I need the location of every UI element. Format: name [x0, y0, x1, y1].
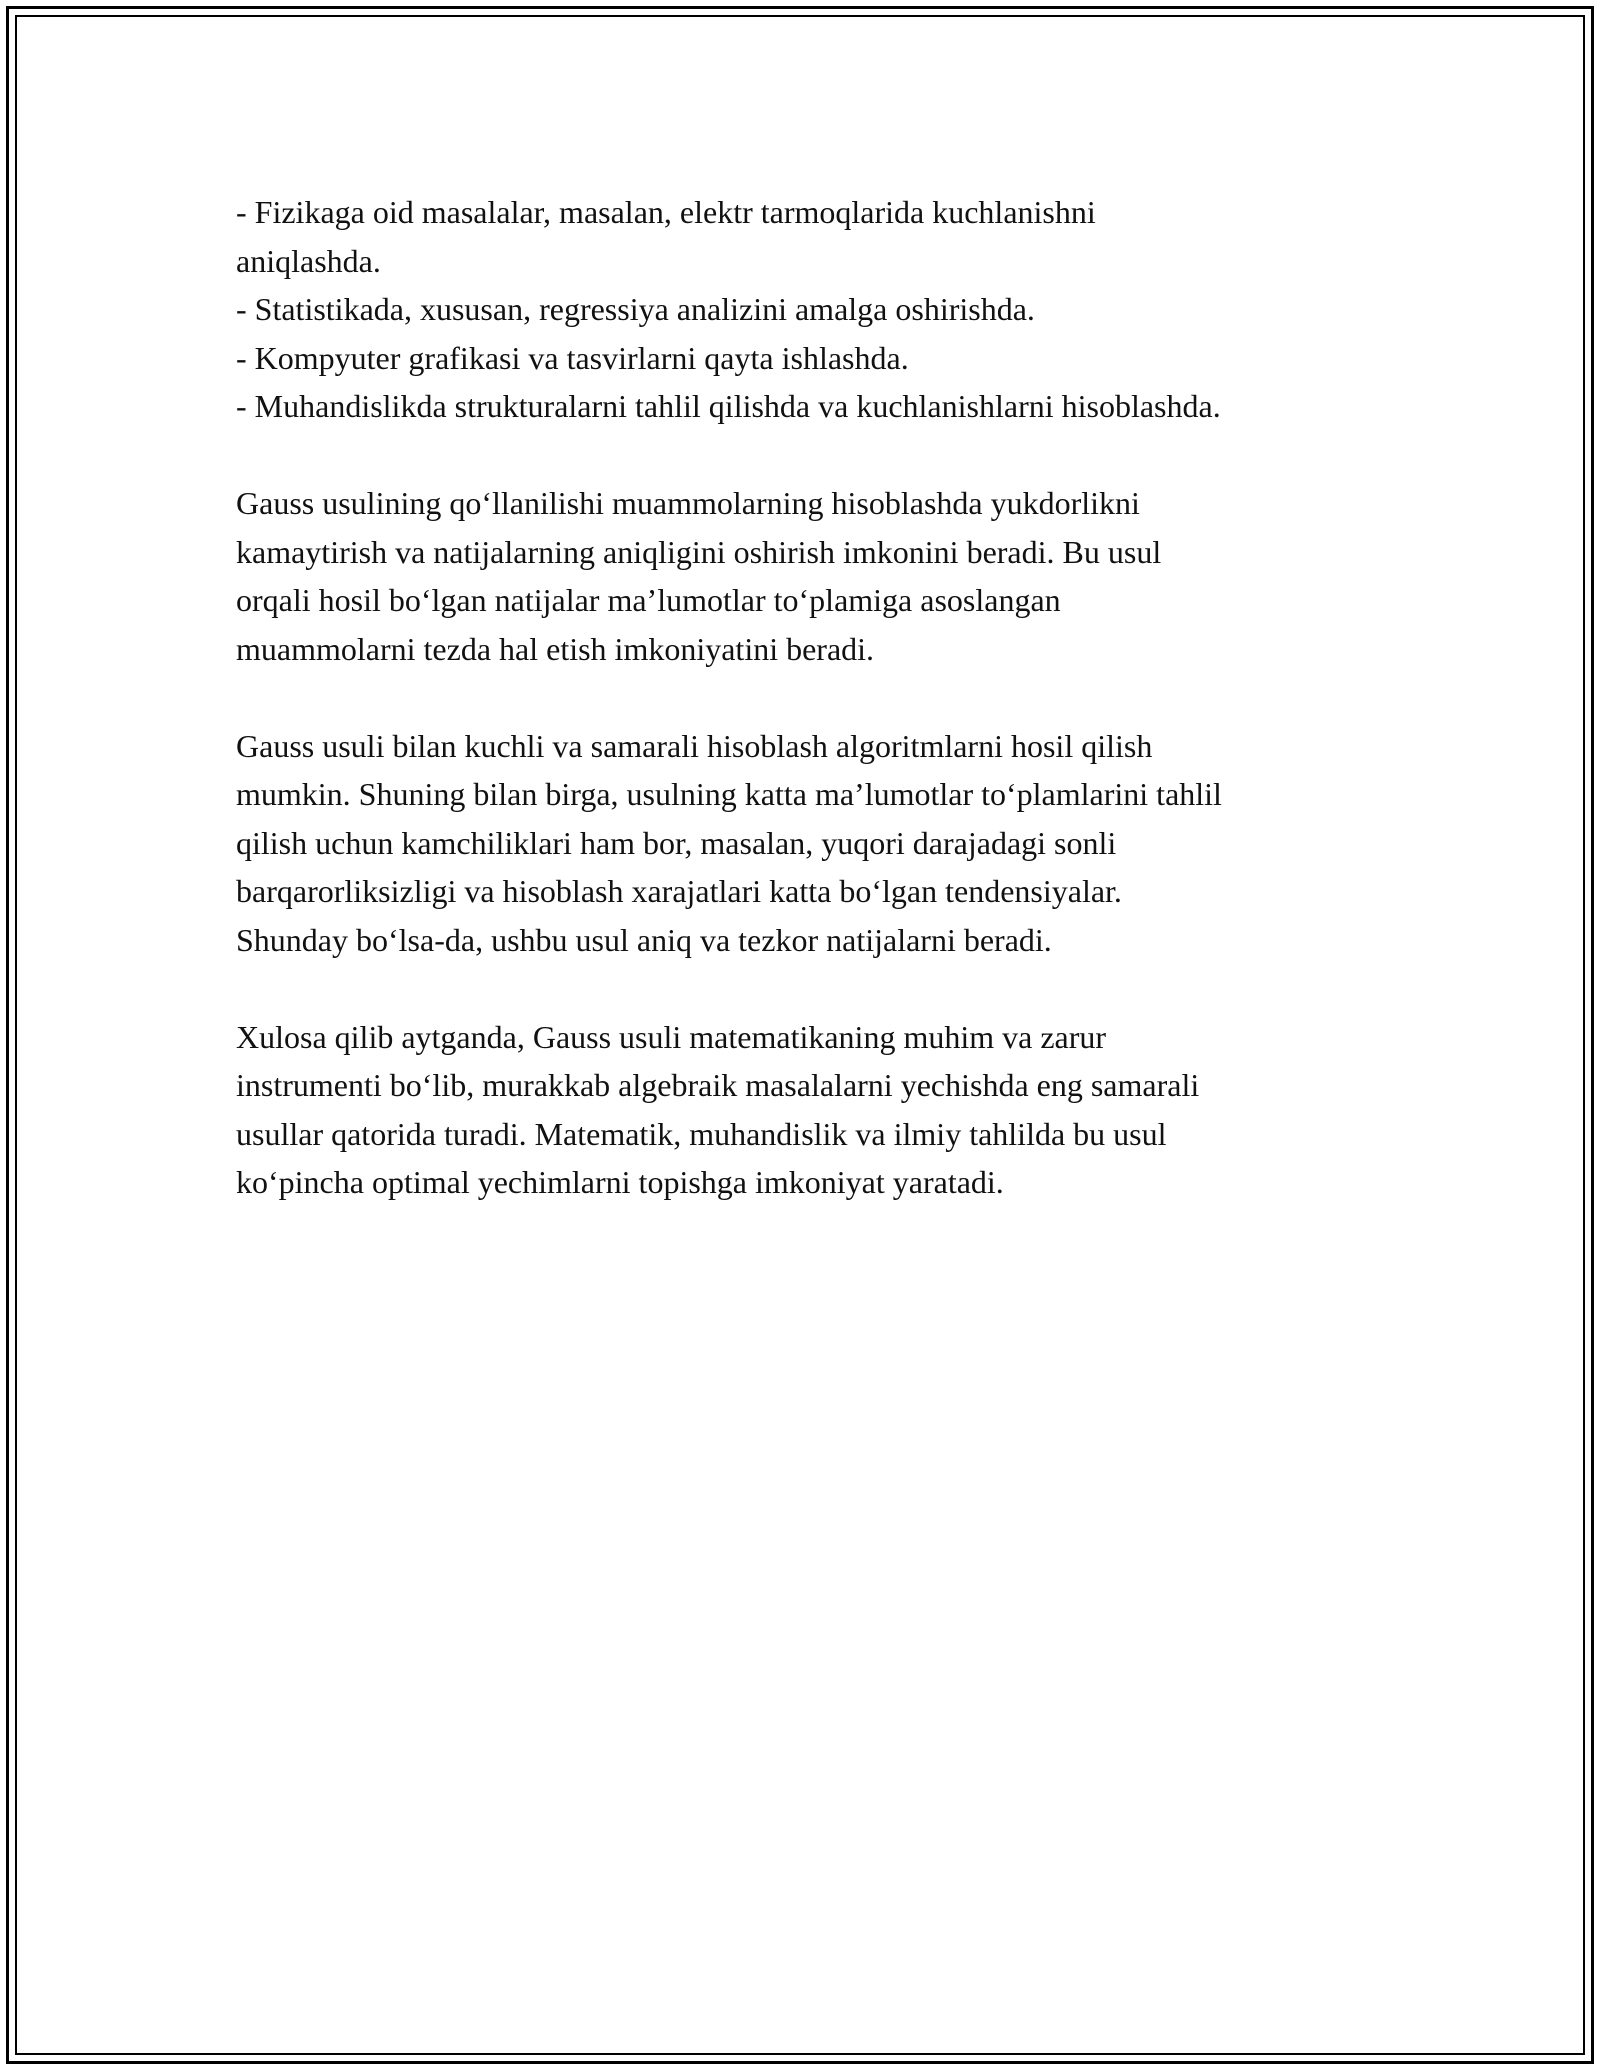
paragraph-3 [236, 1013, 1376, 1207]
paragraph-line: muammolarni tezda hal etish imkoniyatini beradi. [236, 630, 875, 667]
paragraph-line: mumkin. Shuning bilan birga, usulning katta ma’lumotlar to‘plamlarini tahlil [236, 776, 1222, 812]
paragraph-line: barqarorliksizligi va hisoblash xarajatlari katta bo‘lgan tendensiyalar. [236, 873, 1122, 909]
paragraph-2 [236, 722, 1376, 965]
paragraph-line: orqali hosil bo‘lgan natijalar ma’lumotlar to‘plamiga asoslangan [236, 582, 1061, 618]
bullet-item: - Kompyuter grafikasi va tasvirlarni qayta ishlashda. [236, 339, 909, 376]
paragraph-line: Xulosa qilib aytganda, Gauss usuli matematikaning muhim va zarur [236, 1018, 1107, 1055]
bullet-item: - Muhandislikda strukturalarni tahlil qilishda va kuchlanishlarni hisoblashda. [236, 388, 1221, 424]
document-body [236, 188, 1376, 1207]
paragraph-line: ko‘pincha optimal yechimlarni topishga imkoniyat yaratadi. [236, 1164, 1004, 1200]
paragraph-line: usullar qatorida turadi. Matematik, muhandislik va ilmiy tahlilda bu usul [236, 1115, 1167, 1152]
paragraph-line: Gauss usulining qo‘llanilishi muammolarning hisoblashda yukdorlikni [236, 485, 1140, 521]
bullet-item-continuation: aniqlashda. [236, 242, 381, 279]
bullet-item: - Fizikaga oid masalalar, masalan, elektr tarmoqlarida kuchlanishni [236, 194, 1096, 230]
bullet-item: - Statistikada, xususan, regressiya analizini amalga oshirishda. [236, 291, 1035, 327]
paragraph-line: qilish uchun kamchiliklari ham bor, masalan, yuqori darajadagi sonli [236, 824, 1117, 861]
paragraph-line: Gauss usuli bilan kuchli va samarali hisoblash algoritmlarni hosil qilish [236, 727, 1153, 764]
paragraph-line: instrumenti bo‘lib, murakkab algebraik masalalarni yechishda eng samarali [236, 1067, 1200, 1103]
paragraph-1 [236, 479, 1376, 673]
bullet-list [236, 188, 1376, 431]
paragraph-line: kamaytirish va natijalarning aniqligini oshirish imkonini beradi. Bu usul [236, 533, 1162, 570]
paragraph-line: Shunday bo‘lsa-da, ushbu usul aniq va tezkor natijalarni beradi. [236, 921, 1052, 958]
